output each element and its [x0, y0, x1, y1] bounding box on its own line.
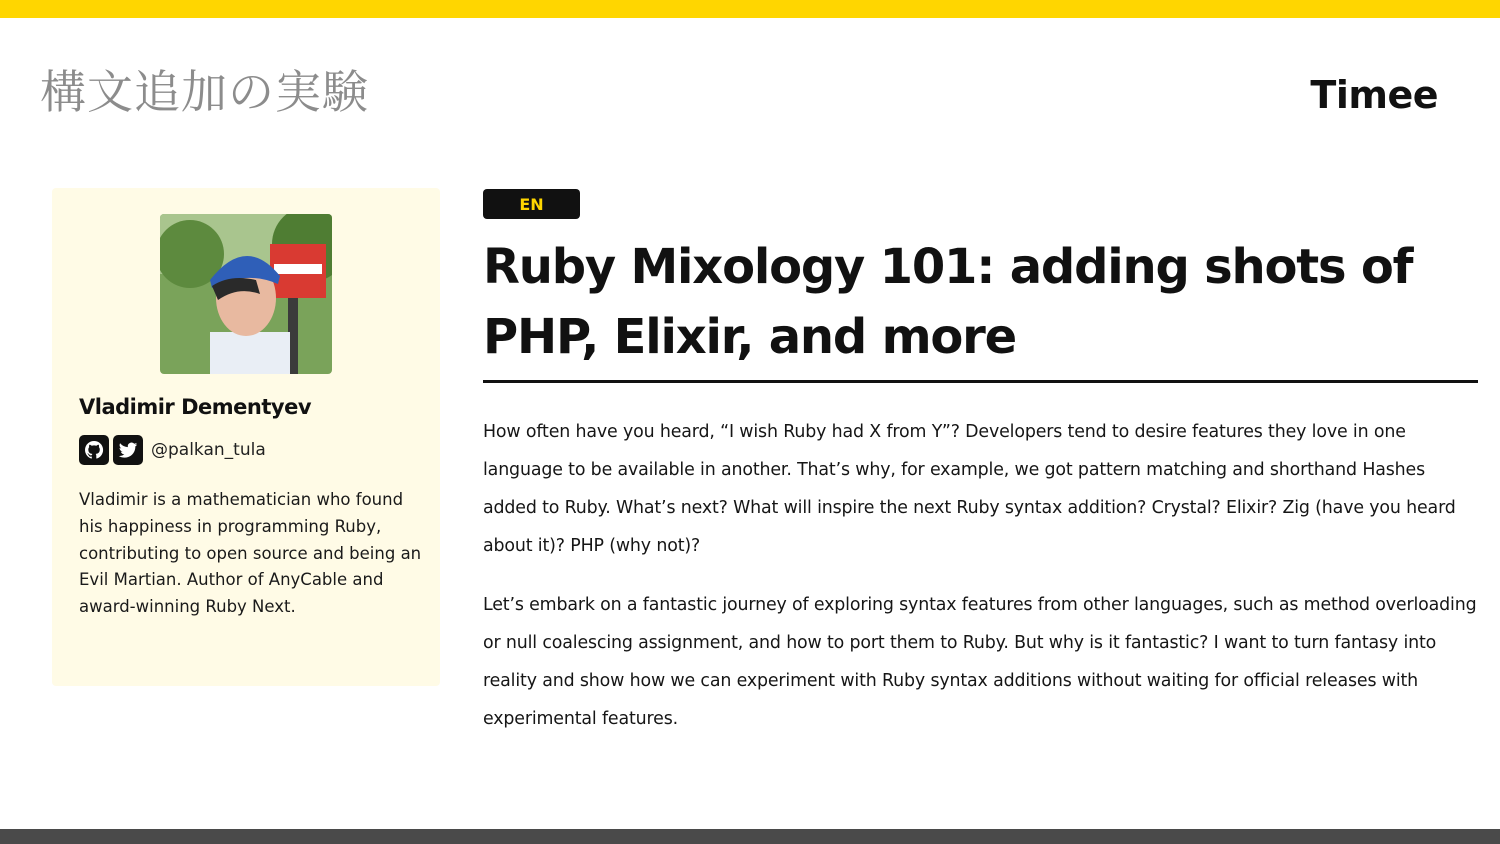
title-divider	[483, 380, 1478, 383]
language-badge: EN	[483, 189, 580, 219]
bottom-footer-bar	[0, 829, 1500, 844]
brand-logo: Timee	[1310, 73, 1438, 117]
abstract-paragraph: Let’s embark on a fantastic journey of exploring syntax features from other languages, such as method overloading or null coalescing assignment, and how to port them to Ruby. But why is it fantastic? I want to turn fantasy into reality and show how we can experiment with Ruby syntax additions without waiting for official releases with experimental features.	[483, 595, 1477, 729]
speaker-bio: Vladimir is a mathematician who found his happiness in programming Ruby, contributing to open source and being an Evil Martian. Author of AnyCable and award-winning Ruby Next.	[79, 490, 422, 617]
github-icon[interactable]	[79, 435, 109, 465]
talk-title: Ruby Mixology 101: adding shots of PHP, Elixir, and more	[483, 239, 1413, 365]
slide-title: 構文追加の実験	[40, 65, 369, 119]
abstract-paragraph: How often have you heard, “I wish Ruby had X from Y”? Developers tend to desire features they love in one language to be available in another. That’s why, for example, we got pattern matching and shorthand Hashes added to Ruby. What’s next? What will inspire the next Ruby syntax addition? Crystal? Elixir? Zig (have you heard about it)? PHP (why not)?	[483, 422, 1456, 556]
twitter-icon[interactable]	[113, 435, 143, 465]
speaker-photo	[160, 214, 332, 374]
speaker-card	[52, 188, 440, 686]
social-links	[79, 435, 266, 465]
social-handle[interactable]: @palkan_tula	[151, 440, 266, 460]
speaker-name: Vladimir Dementyev	[79, 395, 312, 419]
top-accent-bar	[0, 0, 1500, 18]
